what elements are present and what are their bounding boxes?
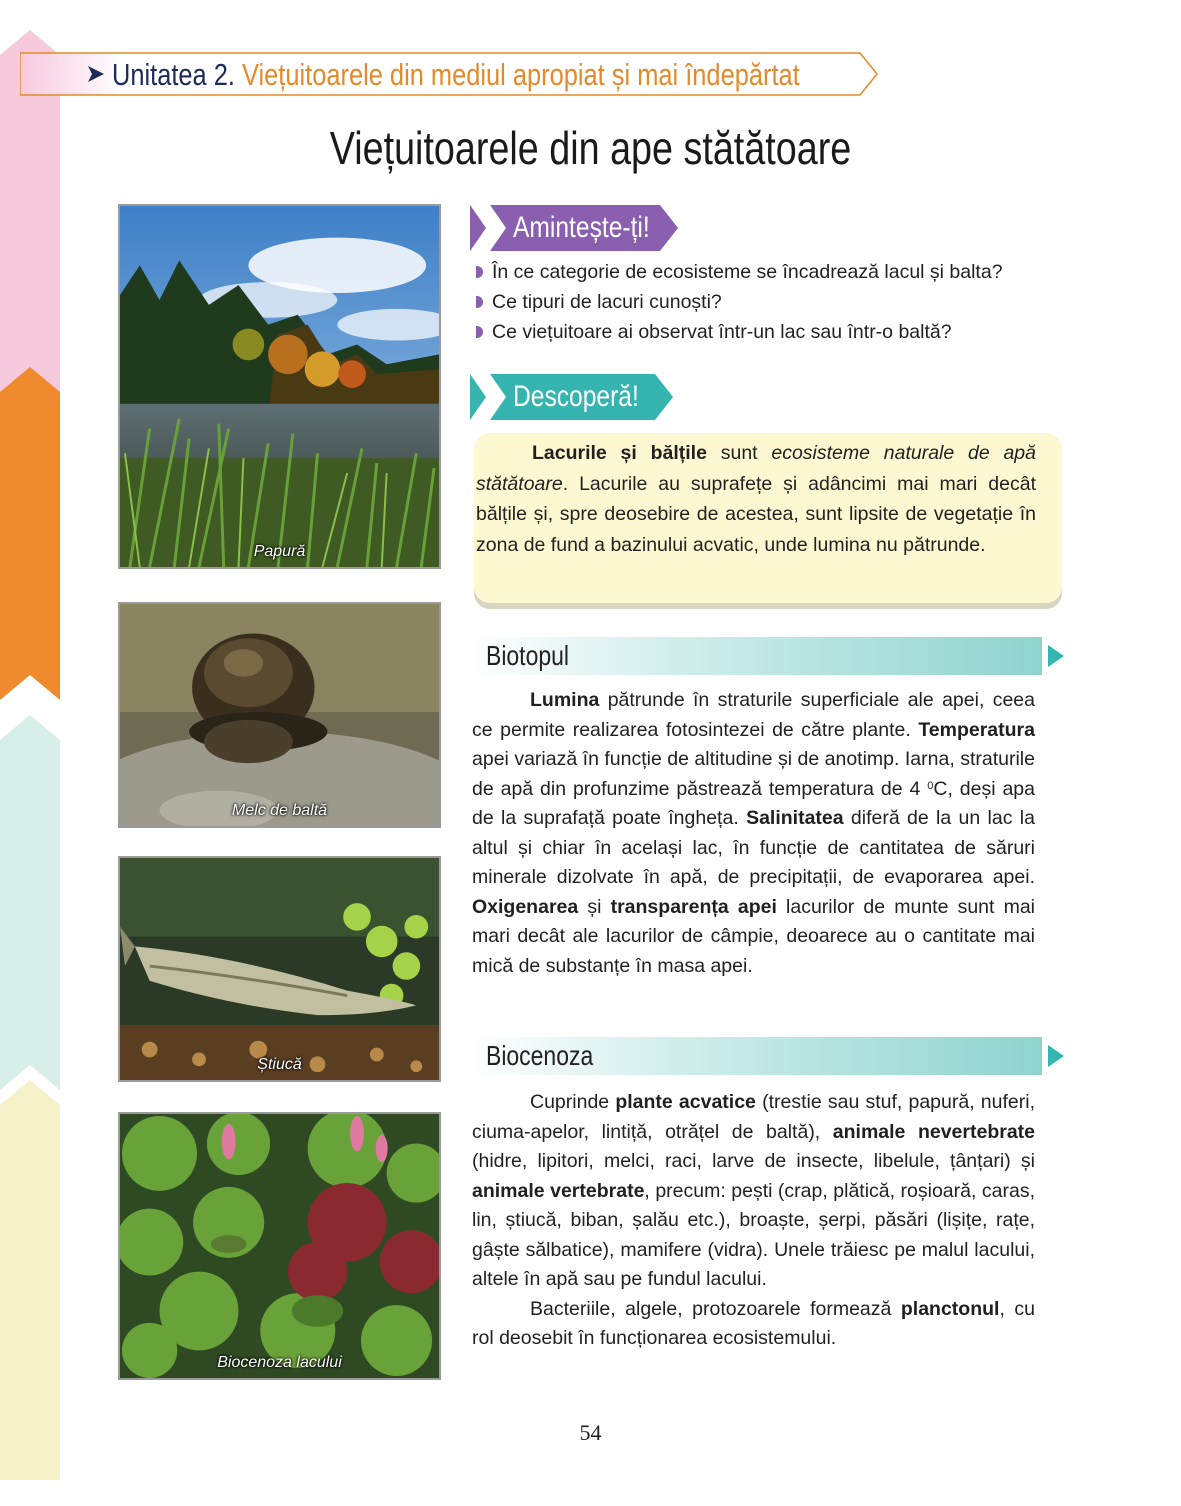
text-run: C, deși apa de la suprafață poate îngheța. <box>472 777 1035 829</box>
photo-pike <box>118 856 441 1082</box>
bold-term: Temperatura <box>918 718 1035 741</box>
text-run: pătrunde în straturile superficiale ale apei, ceea ce permite realizarea fotosintezei de către plante. <box>472 689 1035 741</box>
bold-term: Oxigenarea <box>472 895 579 918</box>
text-run: și <box>578 895 611 918</box>
text-run: sunt <box>706 442 772 464</box>
bullet-icon <box>476 266 483 278</box>
bullet-icon <box>476 296 483 308</box>
text-run: lacurilor de munte sunt mai mari decât ale lacurilor de câmpie, deoarece au o cantitate mai mică de substanțe în masa apei. <box>472 895 1035 977</box>
list-item <box>476 287 1076 317</box>
aminteste-label: Amintește-ți! <box>513 211 650 244</box>
question-text: În ce categorie de ecosisteme se încadrează lacul și balta? <box>492 261 1003 283</box>
photo-caption: Știucă <box>257 1056 302 1073</box>
photo-caption: Melc de baltă <box>231 802 328 819</box>
text-run: , precum: pești (crap, plătică, roșioară, caras, lin, știucă, biban, șalău etc.), broaște, șerpi, păsări (lișițe, rațe, gâște sălbatice), mamifere (vidra). Unele trăiesc pe malul lacului, altele în apă sau pe fundul lacului. <box>472 1179 1036 1290</box>
bold-term: planctonul <box>900 1297 1000 1320</box>
text-run: apei variază în funcție de altitudine și de anotimp. Iarna, straturile de apă din profunzime păstrează temperatura de 4 <box>472 748 1035 800</box>
degree-mark: 0 <box>927 779 934 792</box>
biocenoza-heading: Biocenoza <box>486 1040 594 1071</box>
bold-term: plante acvatice <box>615 1091 756 1113</box>
text-run: . Lacurile au suprafețe și adâncimi mai mari decât bălțile și, spre deosebire de acestea, sunt lipsite de vegetație în zona de fund a bazinului acvatic, unde lumina nu pătrunde. <box>476 472 1036 556</box>
unit-heading <box>112 55 800 95</box>
question-text: Ce tipuri de lacuri cunoști? <box>492 291 722 313</box>
italic-term: ecosisteme naturale de apă stătătoare <box>476 442 1036 495</box>
text-run: (hidre, lipitori, melci, raci, larve de insecte, libelule, țânțari) și <box>472 1150 1035 1172</box>
photo-pond-snail <box>118 602 441 828</box>
question-list <box>476 257 1076 347</box>
list-item <box>476 317 1076 347</box>
left-decorative-band <box>0 0 60 1506</box>
bold-term: Lumina <box>530 689 600 711</box>
unit-label: Unitatea 2. <box>112 57 235 92</box>
text-run: (trestie sau stuf, papură, nuferi, ciuma-apelor, lintiță, otrățel de baltă), <box>472 1091 1035 1143</box>
photo-lake-reeds <box>118 204 441 569</box>
text-run: diferă de la un lac la altul și chiar în același lac, în funcție de cantitatea de săruri minerale dizolvate în apă, de precipitații, de evaporarea apei. <box>472 807 1035 888</box>
definition-text <box>476 438 1036 560</box>
biotop-text <box>472 686 1035 981</box>
unit-title: Viețuitoarele din mediul apropiat și mai îndepărtat <box>242 57 800 92</box>
biotop-heading: Biotopul <box>486 640 569 671</box>
photo-caption: Papură <box>253 543 306 560</box>
question-text: Ce viețuitoare ai observat într-un lac sau într-o baltă? <box>492 321 952 343</box>
descopera-label: Descoperă! <box>513 380 639 413</box>
text-run: Cuprinde <box>530 1091 616 1113</box>
bullet-icon <box>476 326 483 338</box>
bold-term: Salinitatea <box>746 807 844 829</box>
biocenoza-text <box>472 1088 1035 1354</box>
text-run: , cu rol deosebit în funcționarea ecosistemului. <box>472 1297 1035 1349</box>
page-title: Viețuitoarele din ape stătătoare <box>329 122 852 174</box>
bold-term: animale vertebrate <box>472 1179 645 1202</box>
chevron-right-icon <box>86 62 108 86</box>
photo-lake-biocenosis <box>118 1112 441 1380</box>
list-item <box>476 257 1076 287</box>
page-number: 54 <box>579 1420 602 1445</box>
bold-term: transparența apei <box>610 895 777 918</box>
text-run: Bacteriile, algele, protozoarele formează <box>530 1297 901 1320</box>
photo-caption: Biocenoza lacului <box>217 1354 342 1371</box>
bold-term: animale nevertebrate <box>832 1120 1035 1143</box>
bold-term: Lacurile și bălțile <box>532 442 707 464</box>
